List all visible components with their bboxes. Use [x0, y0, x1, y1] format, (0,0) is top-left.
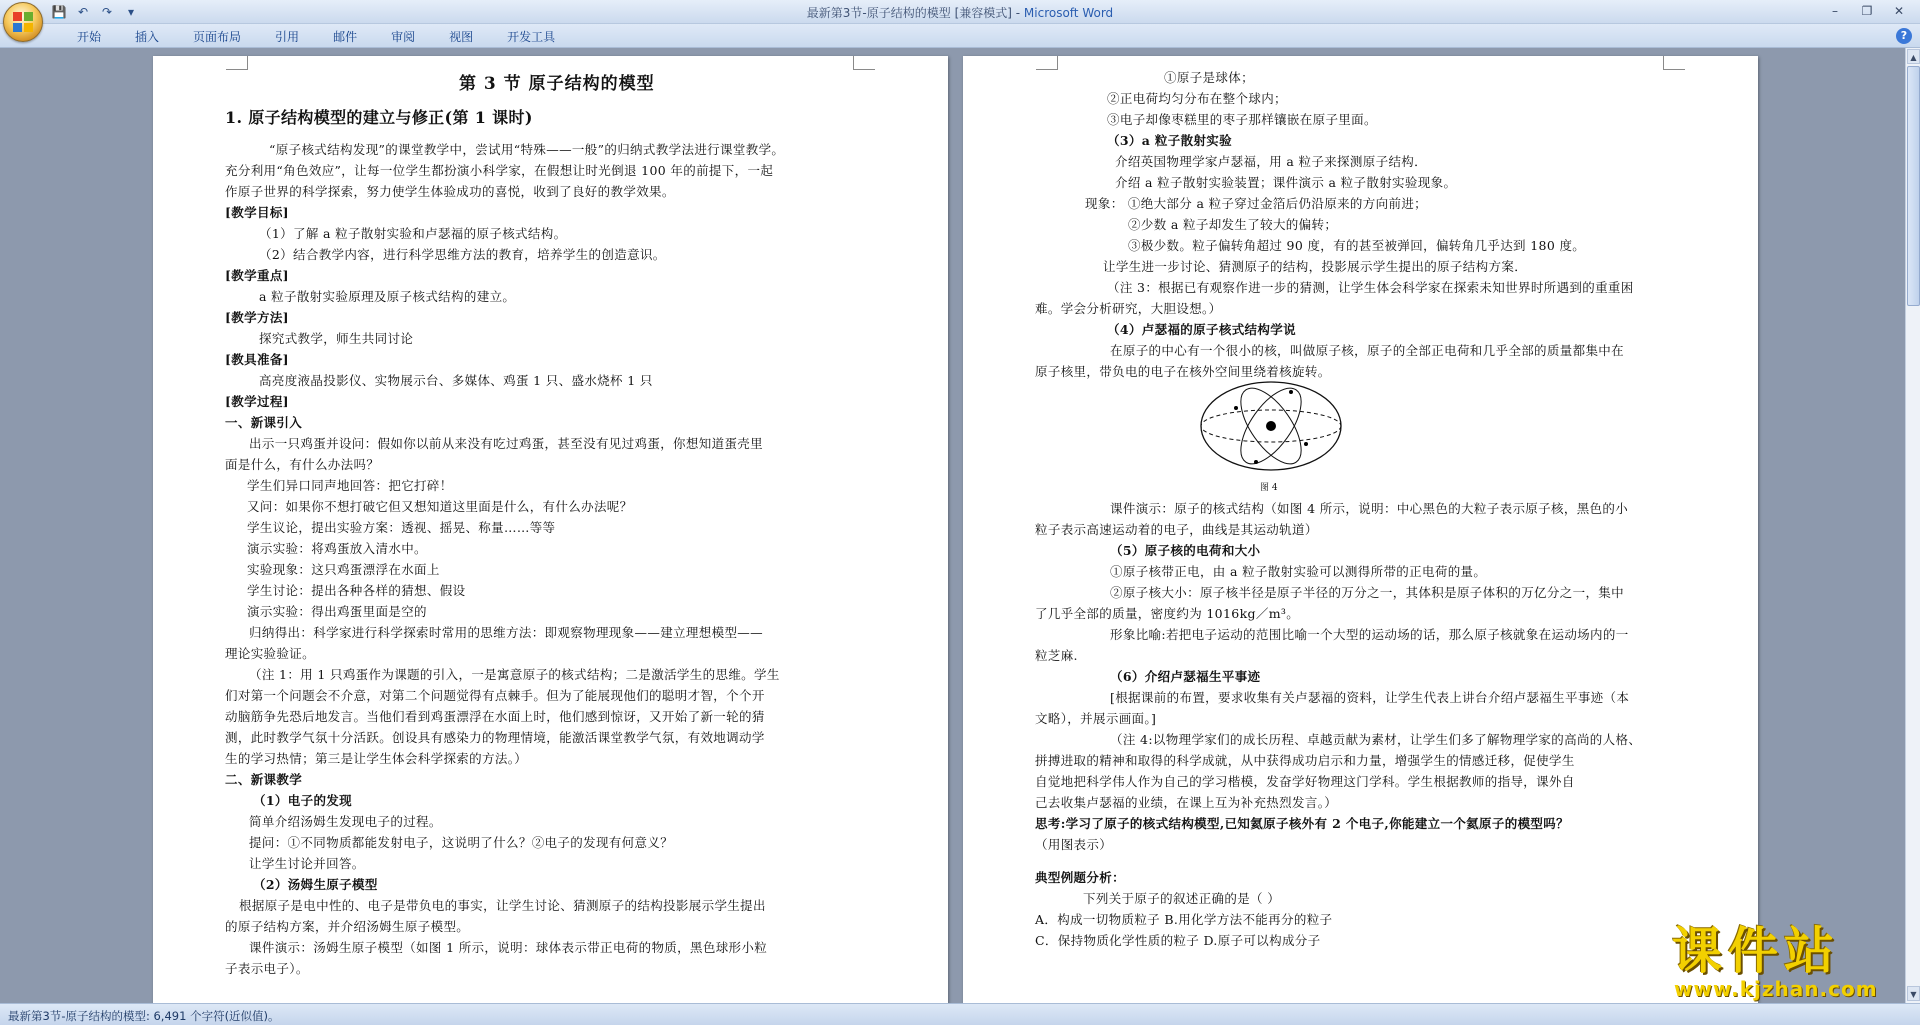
body-text-line: （用图表示） [1035, 837, 1113, 852]
title-bar [0, 0, 1920, 24]
body-text-line: （注 4:以物理学家们的成长历程、卓越贡献为素材，让学生们多了解物理学家的高尚的人格、 [1110, 732, 1642, 747]
tab-insert[interactable]: 插入 [135, 30, 160, 44]
figure-caption: 图 4 [1260, 483, 1278, 493]
body-text-line: 归纳得出：科学家进行科学探索时常用的思维方法：即观察物理现象——建立理想模型—— [249, 625, 764, 640]
body-text-line: [教学方法] [225, 310, 289, 325]
electron [1254, 460, 1258, 464]
redo-icon[interactable]: ↷ [101, 5, 113, 19]
document-page-2[interactable] [963, 56, 1758, 1003]
page-title: 第 3 节 原子结构的模型 [459, 74, 655, 94]
body-text-line: （2）汤姆生原子模型 [253, 877, 378, 892]
body-text-line: 下列关于原子的叙述正确的是（ ） [1083, 891, 1281, 906]
body-text-line: （注 3：根据已有观察作进一步的猜测，让学生体会科学家在探索未知世界时所遇到的重重困 [1107, 280, 1634, 295]
scroll-up-icon[interactable]: ▲ [1907, 49, 1920, 64]
body-text-line: “原子核式结构发现”的课堂教学中，尝试用“特殊——一般”的归纳式教学法进行课堂教学。 [269, 142, 785, 157]
window-controls [1820, 2, 1914, 20]
body-text-line: ①原子是球体； [1164, 70, 1254, 85]
body-text-line: 文略），并展示画面。] [1035, 711, 1157, 726]
status-bar [0, 1003, 1920, 1025]
body-text-line: 提问：①不同物质都能发射电子，这说明了什么？②电子的发现有何意义？ [249, 835, 674, 850]
electron [1304, 442, 1308, 446]
app-name: Microsoft Word [1023, 6, 1114, 20]
atom-nucleus-figure [1196, 378, 1346, 478]
office-logo-icon [13, 12, 33, 32]
body-text-line: （5）原子核的电荷和大小 [1110, 543, 1261, 558]
document-area[interactable] [0, 48, 1905, 1003]
section-subtitle: 1. 原子结构模型的建立与修正(第 1 课时) [225, 108, 533, 127]
body-text-line: 己去收集卢瑟福的业绩，在课上互为补充热烈发言。） [1035, 795, 1338, 810]
body-text-line: 二、新课教学 [225, 772, 303, 787]
body-text-line: [教学目标] [225, 205, 289, 220]
save-icon[interactable]: 💾 [51, 5, 67, 19]
kjzhan-watermark [1672, 923, 1920, 1003]
body-text-line: A．构成一切物质粒子 B.用化学方法不能再分的粒子 [1035, 912, 1333, 927]
body-text-line: 学生们异口同声地回答：把它打碎！ [247, 478, 453, 493]
body-text-line: 动脑筋争先恐后地发言。当他们看到鸡蛋漂浮在水面上时，他们感到惊讶，又开始了新一轮的猜 [225, 709, 765, 724]
restore-button[interactable]: ❐ [1861, 4, 1873, 18]
body-text-line: 拼搏进取的精神和取得的科学成就，从中获得成功启示和力量，增强学生的情感迁移，促使学生 [1035, 753, 1575, 768]
document-title: 最新第3节-原子结构的模型 [兼容模式] - [806, 6, 1024, 20]
window-title [0, 4, 1920, 21]
body-text-line: 充分利用“角色效应”，让每一位学生都扮演小科学家，在假想让时光倒退 100 年的前提下，一起 [225, 163, 774, 178]
customize-qat-icon[interactable]: ▾ [127, 5, 135, 19]
body-text-line: （1）电子的发现 [253, 793, 352, 808]
body-text-line: [教学过程] [225, 394, 289, 409]
body-text-line: 高亮度液晶投影仪、实物展示台、多媒体、鸡蛋 1 只、盛水烧杯 1 只 [259, 373, 653, 388]
body-text-line: 学生议论，提出实验方案：透视、摇晃、称量……等等 [247, 520, 556, 535]
undo-icon[interactable]: ↶ [77, 5, 89, 19]
body-text-line: 测，此时教学气氛十分活跃。创设具有感染力的物理情境，能激活课堂教学气氛，有效地调动学 [225, 730, 765, 745]
body-text-line: 课件演示：汤姆生原子模型（如图 1 所示，说明：球体表示带正电荷的物质，黑色球形小粒 [249, 940, 768, 955]
tab-page-layout[interactable]: 页面布局 [193, 30, 242, 44]
ribbon-tabs [60, 28, 572, 46]
nucleus [1266, 421, 1276, 431]
body-text-line: （3）a 粒子散射实验 [1107, 133, 1232, 148]
ribbon-tab-bar [0, 24, 1920, 48]
body-text-line: 课件演示：原子的核式结构（如图 4 所示，说明：中心黑色的大粒子表示原子核，黑色的小 [1110, 501, 1629, 516]
body-text-line: 介绍 a 粒子散射实验装置；课件演示 a 粒子散射实验现象。 [1115, 175, 1457, 190]
office-button[interactable] [3, 2, 43, 42]
body-text-line: 演示实验：将鸡蛋放入清水中。 [247, 541, 427, 556]
body-text-line: 了几乎全部的质量，密度约为 1016kg／m³。 [1035, 606, 1300, 621]
body-text-line: 出示一只鸡蛋并设问：假如你以前从来没有吃过鸡蛋，甚至没有见过鸡蛋，你想知道蛋壳里 [249, 436, 764, 451]
body-text-line: 让学生进一步讨论、猜测原子的结构，投影展示学生提出的原子结构方案． [1103, 259, 1528, 274]
vertical-scrollbar[interactable] [1905, 48, 1920, 1003]
margin-corner-mark [226, 56, 248, 70]
minimize-button[interactable]: – [1832, 4, 1838, 18]
margin-corner-mark [1663, 56, 1685, 70]
body-text-line: ①原子核带正电，由 a 粒子散射实验可以测得所带的正电荷的量。 [1110, 564, 1487, 579]
body-text-line: 现象： ①绝大部分 a 粒子穿过金箔后仍沿原来的方向前进； [1085, 196, 1428, 211]
body-text-line: 让学生讨论并回答。 [249, 856, 365, 871]
body-text-line: 思考:学习了原子的核式结构模型,已知氦原子核外有 2 个电子,你能建立一个氦原子的模型吗？ [1035, 816, 1569, 831]
body-text-line: 的原子结构方案，并介绍汤姆生原子模型。 [225, 919, 470, 934]
watermark-url: www.kjzhan.com [1674, 977, 1878, 1001]
body-text-line: 学生讨论：提出各种各样的猜想、假设 [247, 583, 466, 598]
body-text-line: 粒子表示高速运动着的电子，曲线是其运动轨道） [1035, 522, 1318, 537]
scroll-down-icon[interactable]: ▼ [1907, 986, 1920, 1001]
margin-corner-mark [1036, 56, 1058, 70]
tab-mailings[interactable]: 邮件 [333, 30, 358, 44]
tab-home[interactable]: 开始 [77, 30, 102, 44]
body-text-line: 一、新课引入 [225, 415, 303, 430]
body-text-line: （1）了解 a 粒子散射实验和卢瑟福的原子核式结构。 [259, 226, 567, 241]
body-text-line: 面是什么，有什么办法吗？ [225, 457, 380, 472]
body-text-line: 自觉地把科学伟人作为自己的学习楷模，发奋学好物理这门学科。学生根据教师的指导，课外自 [1035, 774, 1575, 789]
body-text-line: a 粒子散射实验原理及原子核式结构的建立。 [259, 289, 516, 304]
body-text-line: 形象比喻:若把电子运动的范围比喻一个大型的运动场的话，那么原子核就象在运动场内的一 [1110, 627, 1629, 642]
watermark-logo-text: 课件站 [1672, 922, 1840, 980]
body-text-line: 简单介绍汤姆生发现电子的过程。 [249, 814, 442, 829]
document-page-1[interactable] [153, 56, 948, 1003]
electron [1289, 390, 1293, 394]
body-text-line: C．保持物质化学性质的粒子 D.原子可以构成分子 [1035, 933, 1321, 948]
body-text-line: 作原子世界的科学探索，努力使学生体验成功的喜悦，收到了良好的教学效果。 [225, 184, 675, 199]
body-text-line: [根据课前的布置，要求收集有关卢瑟福的资料，让学生代表上讲台介绍卢瑟福生平事迹（本 [1110, 690, 1630, 705]
body-text-line: （4）卢瑟福的原子核式结构学说 [1107, 322, 1296, 337]
body-text-line: 典型例题分析： [1035, 870, 1125, 885]
body-text-line: ②少数 a 粒子却发生了较大的偏转； [1128, 217, 1338, 232]
body-text-line: ②原子核大小：原子核半径是原子半径的万分之一，其体积是原子体积的万亿分之一，集中 [1110, 585, 1625, 600]
body-text-line: 原子核里，带负电的电子在核外空间里绕着核旋转。 [1035, 364, 1331, 379]
body-text-line: 们对第一个问题会不介意，对第二个问题觉得有点棘手。但为了能展现他们的聪明才智，个个开 [225, 688, 765, 703]
body-text-line: （2）结合教学内容，进行科学思维方法的教育，培养学生的创造意识。 [259, 247, 666, 262]
body-text-line: 生的学习热情；第三是让学生体会科学探索的方法。） [225, 751, 528, 766]
body-text-line: 根据原子是电中性的、电子是带负电的事实，让学生讨论、猜测原子的结构投影展示学生提出 [239, 898, 766, 913]
body-text-line: 难。学会分析研究，大胆设想。） [1035, 301, 1222, 316]
body-text-line: 子表示电子）。 [225, 961, 309, 976]
scrollbar-thumb[interactable] [1907, 66, 1920, 306]
body-text-line: 实验现象：这只鸡蛋漂浮在水面上 [247, 562, 440, 577]
tab-developer[interactable]: 开发工具 [507, 30, 556, 44]
electron [1234, 406, 1238, 410]
body-text-line: ②正电荷均匀分布在整个球内； [1107, 91, 1287, 106]
body-text-line: 粒芝麻. [1035, 648, 1078, 663]
body-text-line: ③极少数。粒子偏转角超过 90 度，有的甚至被弹回，偏转角几乎达到 180 度。 [1128, 238, 1586, 253]
body-text-line: 演示实验：得出鸡蛋里面是空的 [247, 604, 427, 619]
body-text-line: 介绍英国物理学家卢瑟福，用 a 粒子来探测原子结构． [1115, 154, 1427, 169]
tab-view[interactable]: 视图 [449, 30, 474, 44]
body-text-line: 探究式教学，师生共同讨论 [259, 331, 414, 346]
margin-corner-mark [853, 56, 875, 70]
help-icon[interactable]: ? [1896, 28, 1912, 44]
body-text-line: 又问：如果你不想打破它但又想知道这里面是什么，有什么办法呢？ [247, 499, 633, 514]
body-text-line: [教学重点] [225, 268, 289, 283]
close-button[interactable]: ✕ [1893, 4, 1905, 18]
body-text-line: 理论实验验证。 [225, 646, 315, 661]
body-text-line: [教具准备] [225, 352, 289, 367]
body-text-line: ③电子却像枣糕里的枣子那样镶嵌在原子里面。 [1107, 112, 1377, 127]
body-text-line: （6）介绍卢瑟福生平事迹 [1110, 669, 1261, 684]
body-text-line: （注 1：用 1 只鸡蛋作为课题的引入，一是寓意原子的核式结构；二是激活学生的思维。学生 [249, 667, 780, 682]
word-count-status[interactable]: 最新第3节-原子结构的模型: 6,491 个字符(近似值)。 [8, 1009, 280, 1023]
body-text-line: 在原子的中心有一个很小的核，叫做原子核，原子的全部正电荷和几乎全部的质量都集中在 [1110, 343, 1625, 358]
tab-references[interactable]: 引用 [275, 30, 300, 44]
tab-review[interactable]: 审阅 [391, 30, 416, 44]
